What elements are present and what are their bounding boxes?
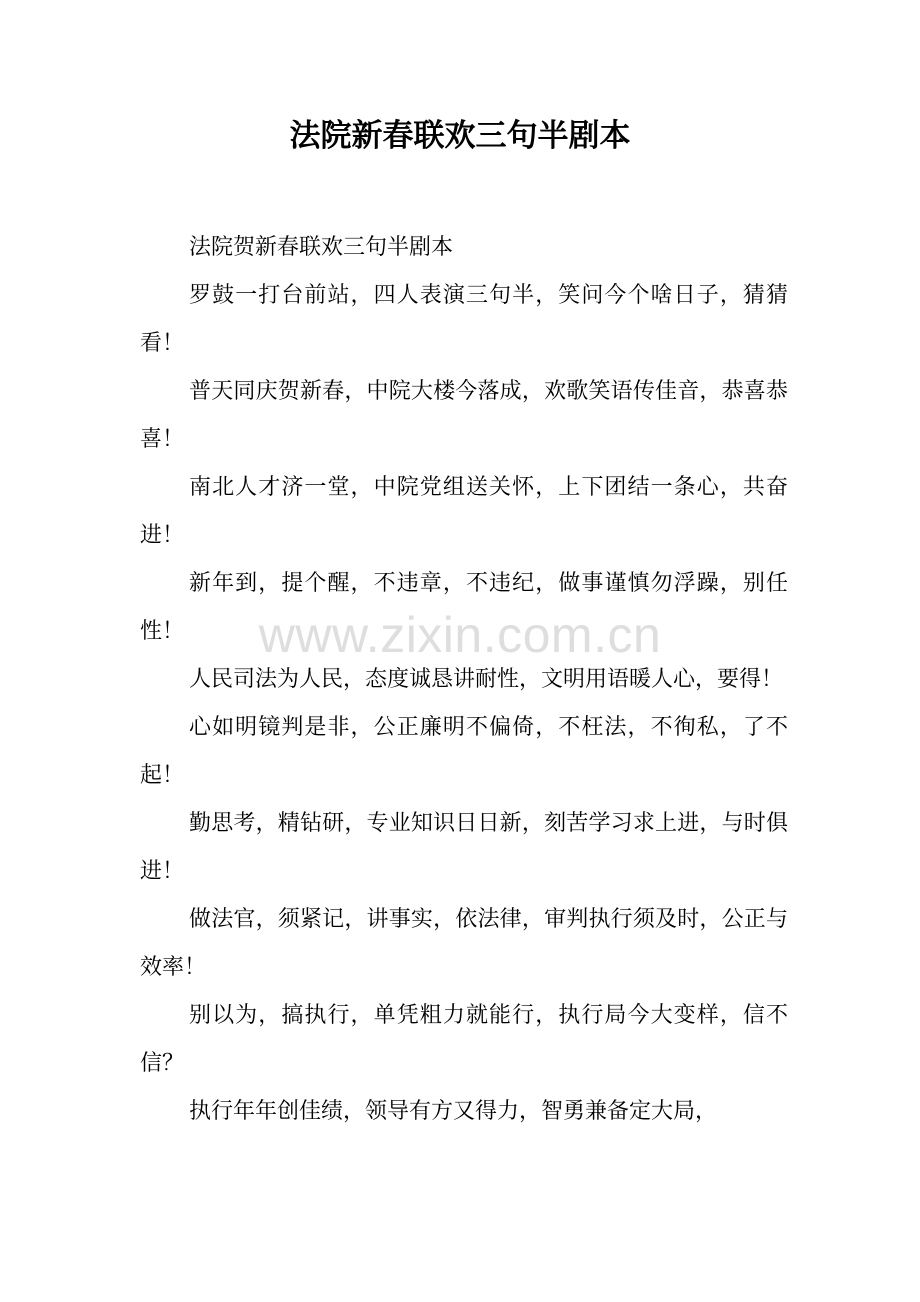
paragraph: 执行年年创佳绩，领导有方又得力，智勇兼备定大局，	[189, 1099, 718, 1124]
paragraph: 南北人才济一堂，中院党组送关怀，上下团结一条心，共奋进！	[140, 475, 788, 548]
document-body	[140, 224, 788, 1136]
paragraph: 人民司法为人民，态度诚恳讲耐性，文明用语暖人心，要得！	[189, 667, 784, 692]
paragraph: 做法官，须紧记，讲事实，依法律，审判执行须及时，公正与效率！	[140, 907, 788, 980]
watermark: www.zixin.com.cn	[258, 607, 662, 663]
paragraph-subtitle: 法院贺新春联欢三句半剧本	[189, 235, 454, 260]
paragraph: 勤思考，精钻研，专业知识日日新，刻苦学习求上进，与时俱进！	[140, 811, 788, 884]
paragraph: 新年到，提个醒，不违章，不违纪，做事谨慎勿浮躁，别任性！	[140, 571, 788, 644]
document-title: 法院新春联欢三句半剧本	[289, 118, 631, 154]
paragraph: 罗鼓一打台前站，四人表演三句半，笑问今个啥日子，猜猜看！	[140, 283, 788, 356]
paragraph: 别以为，搞执行，单凭粗力就能行，执行局今大变样，信不信？	[140, 1003, 788, 1076]
paragraph: 心如明镜判是非，公正廉明不偏倚，不枉法，不徇私，了不起！	[140, 715, 788, 788]
paragraph: 普天同庆贺新春，中院大楼今落成，欢歌笑语传佳音，恭喜恭喜！	[140, 379, 788, 452]
